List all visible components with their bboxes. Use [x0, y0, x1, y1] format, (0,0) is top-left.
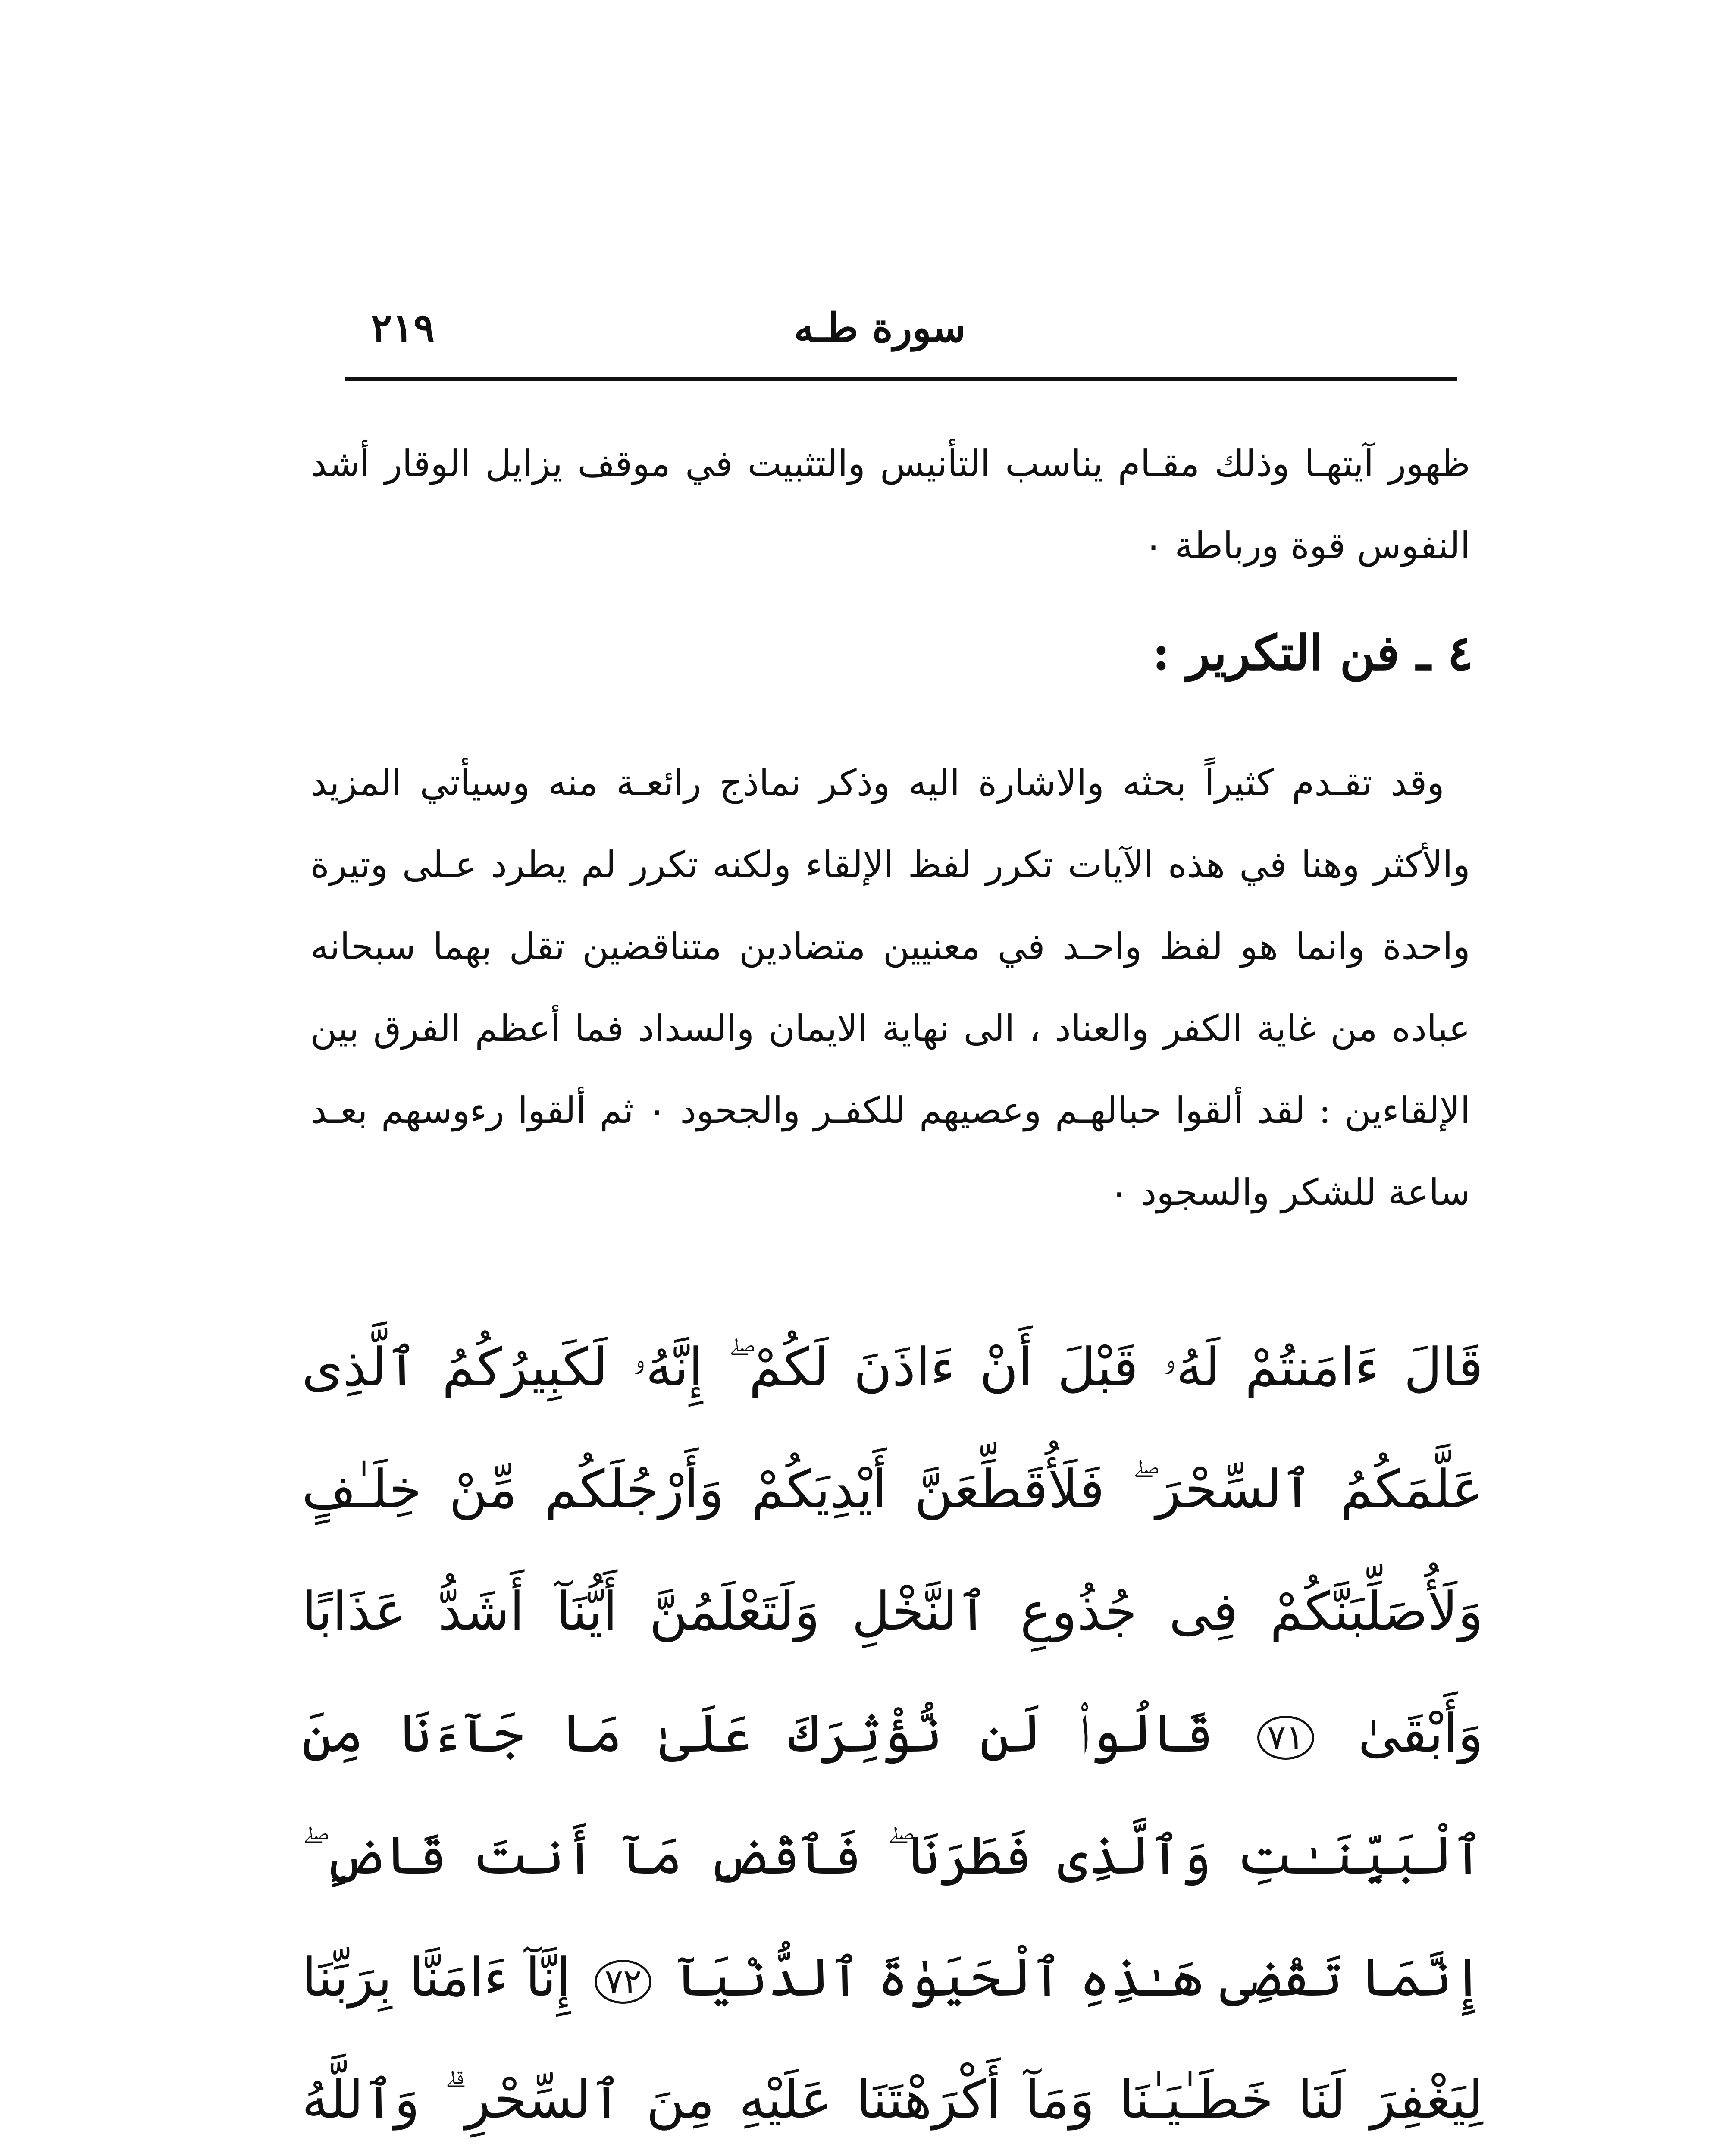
paragraph-2: وقد تقـدم كثيراً بحثه والاشارة اليه وذكر نماذج رائعـة منه وسيأتي المزيد والأكثر وهنا في هذه الآيات تكرر لفظ الإلقاء ولكنه تكرر لم يطرد عـلى وتيرة واحدة وانما هو لفظ واحـد في معنيين متضادين متناقضين تقل بهما سبحانه عباده من غاية الكفر والعناد ، الى نهاية الايمان والسداد فما أعظم الفرق بين الإلقاءين : لقد ألقوا حبالهـم وعصيهم للكفـر والجحود ٠ ثم ألقوا رءوسهم بعـد ساعة للشكر والسجود ٠ — [310, 761, 1470, 1213]
ayah-number-marker: ٧١ — [1257, 1716, 1314, 1760]
paragraph-1: ظهور آيتهـا وذلك مقـام يناسب التأنيس والتثبيت في موقف يزايل الوقار أشد النفوس قوة ورباطة ٠ — [310, 442, 1470, 567]
quran-verse-block — [302, 1307, 1483, 2156]
verse-71-text: قَالَ ءَامَنتُمْ لَهُۥ قَبْلَ أَنْ ءَاذَنَ لَكُمْ ۖ إِنَّهُۥ لَكَبِيرُكُمُ ٱلَّذِى عَلَّمَكُمُ ٱلسِّحْرَ ۖ فَلَأُقَطِّعَنَّ أَيْدِيَكُمْ وَأَرْجُلَكُم مِّنْ خِلَـٰفٍ وَلَأُصَلِّبَنَّكُمْ فِى جُذُوعِ ٱلنَّخْلِ وَلَتَعْلَمُنَّ أَيُّنَآ أَشَدُّ عَذَابًا وَأَبْقَىٰ — [302, 1337, 1484, 1764]
verse-72-text: قَالُوا۟ لَن نُّؤْثِرَكَ عَلَىٰ مَا جَآءَنَا مِنَ ٱلْبَيِّنَـٰتِ وَٱلَّذِى فَطَرَنَا ۖ فَٱقْضِ مَآ أَنتَ قَاضٍ ۖ إِنَّمَا تَقْضِى هَـٰذِهِ ٱلْحَيَوٰةَ ٱلدُّنْيَآ — [302, 1703, 1484, 2008]
section-heading: ٤ ـ فن التكرير : — [1152, 625, 1473, 681]
running-title: سورة طـه — [794, 304, 966, 351]
running-header — [345, 285, 1457, 371]
verse-73-text: إِنَّآ ءَامَنَّا بِرَبِّنَا لِيَغْفِرَ لَنَا خَطَـٰيَـٰنَا وَمَآ أَكْرَهْتَنَا عَلَيْهِ مِنَ ٱلسِّحْرِ ۗ وَٱللَّهُ — [302, 1947, 1483, 2130]
ayah-number-marker: ٧٢ — [595, 1960, 651, 2004]
header-divider — [345, 377, 1457, 381]
page-number: ٢١٩ — [371, 304, 435, 351]
